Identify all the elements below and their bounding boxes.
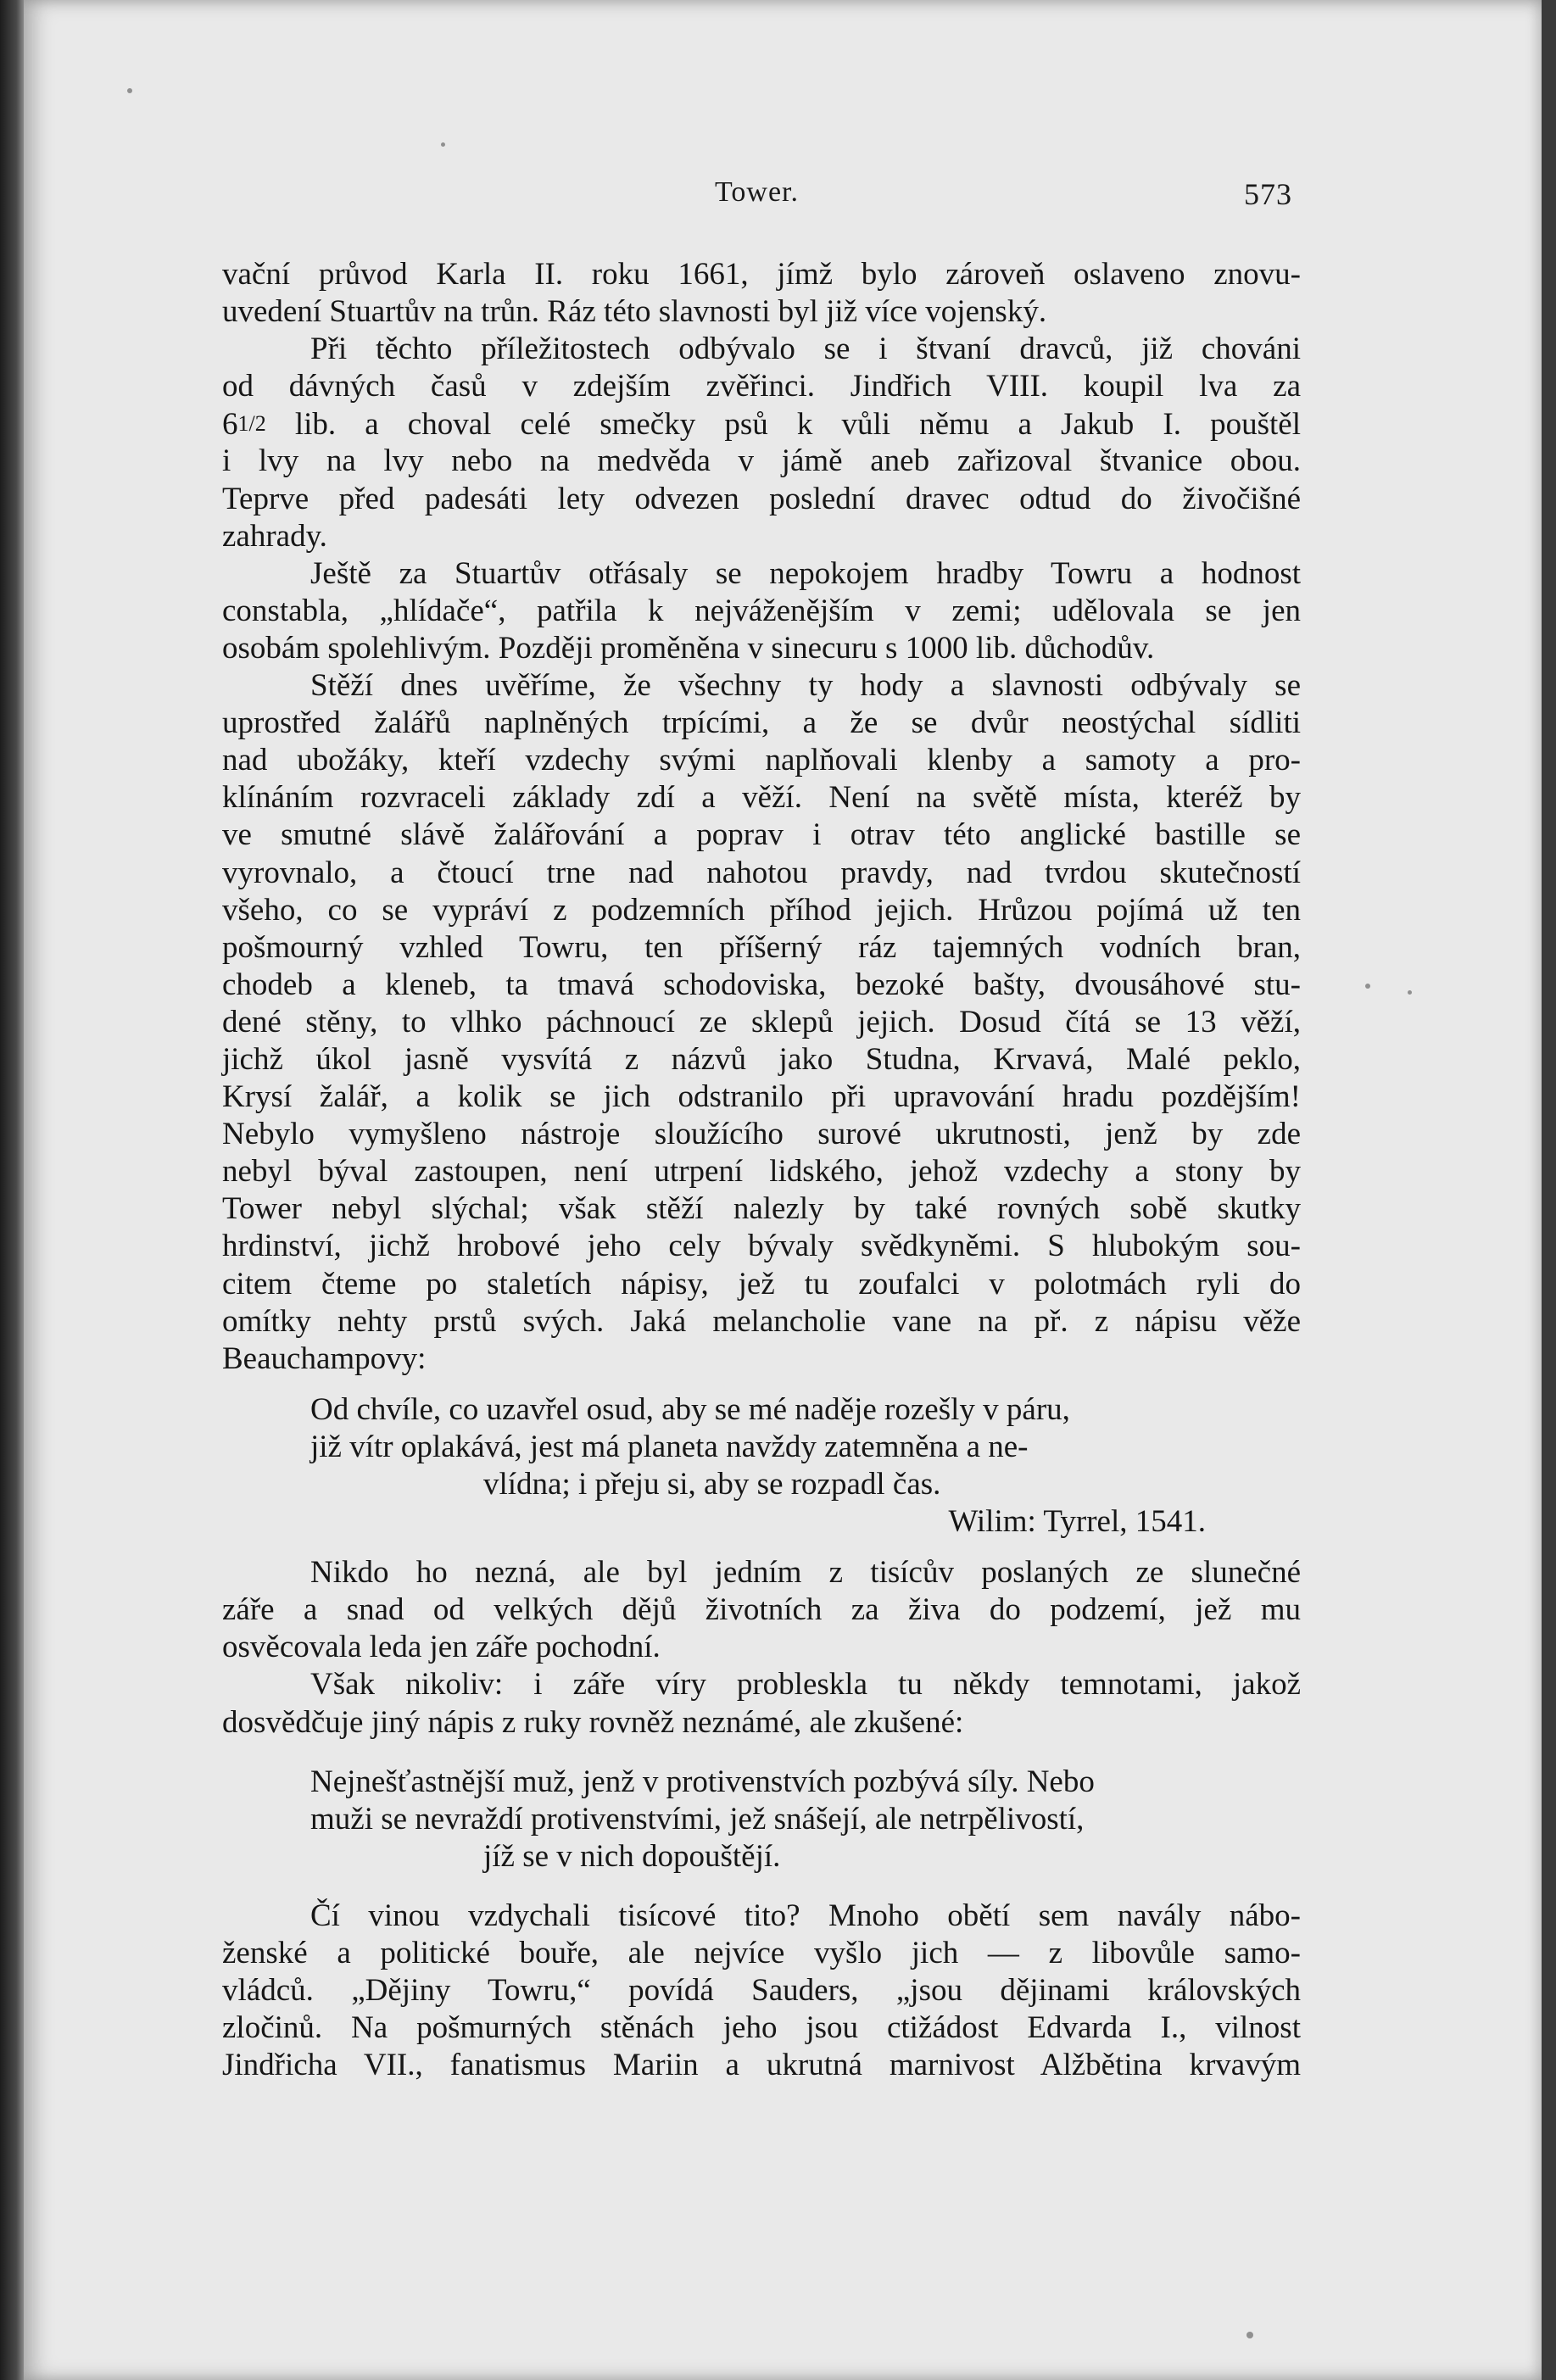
spacer [222,1742,1301,1764]
inscription-line: Nejnešťastnější muž, jenž v protivenstvích pozbývá síly. Nebo [310,1764,1095,1799]
body-text [222,256,1301,2084]
inscription-signature: Wilim: Tyrrel, 1541. [948,1504,1206,1540]
inscription-line: Od chvíle, co uzavřel osud, aby se mé naděje rozešly v páru, [310,1391,1070,1427]
text-line: i lvy na lvy nebo na medvěda v jámě aneb zařizoval štvanice obou. [222,443,1301,479]
text-line: zločinů. Na pošmurných stěnách jeho jsou ctižádost Edvarda I., vilnost [222,2010,1301,2046]
text-line: hrdinství, jichž hrobové jeho cely bývaly svědkyněmi. S hlubokým sou- [222,1229,1301,1264]
text-line: dosvědčuje jiný nápis z ruky rovněž neznámé, ale zkušené: [222,1704,964,1740]
spacer [222,1541,1301,1554]
paper-speck [127,88,132,93]
text-line: ve smutné slávě žalářování a poprav i otrav této anglické bastille se [222,817,1301,853]
text-line: Tower nebyl slýchal; však stěží nalezly by také rovných sobě skutky [222,1191,1301,1227]
text-line: vační průvod Karla II. roku 1661, jímž bylo zároveň oslaveno znovu- [222,257,1301,292]
page-header [0,176,1556,224]
fraction-rest: lib. a choval celé smečky psů k vůli němu a Jakub I. pouštěl [265,407,1301,443]
text-line: constabla, „hlídače“, patřila k nejváženějším v zemi; udělovala se jen [222,593,1301,628]
text-line: vládců. „Dějiny Towru,“ povídá Sauders, „jsou dějinami královských [222,1973,1301,2009]
text-line: Beauchampovy: [222,1340,427,1376]
text-line: osvěcovala leda jen záře pochodní. [222,1630,661,1665]
text-line: Čí vinou vzdychali tisícové tito? Mnoho obětí sem navály nábo- [310,1898,1301,1933]
text-line: vyrovnalo, a čtoucí trne nad nahotou pravdy, nad tvrdou skutečností [222,855,1301,890]
page-number: 573 [1244,177,1292,211]
text-line: osobám spolehlivým. Později proměněna v sinecuru s 1000 lib. důchodův. [222,630,1155,666]
text-line: od dávných časů v zdejším zvěřinci. Jindřich VIII. koupil lva za [222,369,1301,404]
text-line: Při těchto příležitostech odbývalo se i štvaní dravců, již chováni [310,332,1301,367]
text-line: klínáním rozvraceli základy zdí a věží. Není na světě místa, kteréž by [222,780,1301,816]
text-line: dené stěny, to vlhko páchnoucí ze sklepů jejich. Dosud čítá se 13 věží, [222,1004,1301,1040]
inscription-line: jíž se v nich dopouštějí. [483,1838,781,1874]
text-line: Krysí žalář, a kolik se jich odstranilo při upravování hradu pozdějším! [222,1079,1301,1115]
text-line: uvedení Stuartův na trůn. Ráz této slavnosti byl již více vojenský. [222,294,1047,330]
text-line: Nikdo ho nezná, ale byl jedním z tisícův poslaných ze slunečné [310,1555,1301,1591]
paper-speck [1246,2332,1253,2338]
text-line: omítky nehty prstů svých. Jaká melancholie vane na př. z nápisu věže [222,1303,1301,1339]
text-line: Nebylo vymyšleno nástroje sloužícího surové ukrutnosti, jenž by zde [222,1117,1301,1152]
fraction-whole: 6 [222,407,238,443]
inscription-line: již vítr oplakává, jest má planeta navždy zatemněna a ne- [310,1429,1029,1464]
text-line: citem čteme po staletích nápisy, jež tu zoufalci v polotmách ryli do [222,1266,1301,1301]
book-spine-shadow [0,0,24,2380]
text-line: nebyl býval zastoupen, není utrpení lidského, jehož vzdechy a stony by [222,1154,1301,1190]
inscription-line: muži se nevraždí protivenstvími, jež snášejí, ale netrpělivostí, [310,1801,1085,1837]
text-line: jichž úkol jasně vysvítá z názvů jako Studna, Krvavá, Malé peklo, [222,1041,1301,1077]
text-line: Stěží dnes uvěříme, že všechny ty hody a slavnosti odbývaly se [310,668,1301,704]
text-line: Jindřicha VII., fanatismus Mariin a ukrutná marnivost Alžbětina krvavým [222,2048,1301,2083]
text-line: Ještě za Stuartův otřásaly se nepokojem hradby Towru a hodnost [310,555,1301,591]
text-line: nad ubožáky, kteří vzdechy svými naplňovali klenby a samoty a pro- [222,743,1301,778]
inscription-line: vlídna; i přeju si, aby se rozpadl čas. [483,1467,941,1502]
text-line: záře a snad od velkých dějů životních za živa do podzemí, jež mu [222,1592,1301,1628]
running-title: Tower. [715,176,799,208]
text-line: Však nikoliv: i záře víry probleskla tu někdy temnotami, jakož [310,1667,1301,1703]
text-line: pošmourný vzhled Towru, ten příšerný ráz tajemných vodních bran, [222,929,1301,965]
paper-speck [1408,990,1412,995]
spacer [222,1876,1301,1898]
text-line [222,405,1301,443]
text-line: Teprve před padesáti lety odvezen poslední dravec odtud do živočišné [222,481,1301,516]
text-line: všeho, co se vypráví z podzemních příhod jejich. Hrůzou pojímá už ten [222,892,1301,928]
text-line: ženské a politické bouře, ale nejvíce vyšlo jich — z libovůle samo- [222,1936,1301,1971]
text-line: zahrady. [222,518,327,554]
text-line: chodeb a kleneb, ta tmavá schodoviska, bezoké bašty, dvousáhové stu- [222,967,1301,1002]
paper-speck [441,142,445,147]
spacer [222,1378,1301,1391]
fraction-half: 1/2 [237,411,266,437]
text-line: uprostřed žalářů naplněných trpícími, a že se dvůr neostýchal sídliti [222,705,1301,741]
paper-speck [1365,984,1370,989]
